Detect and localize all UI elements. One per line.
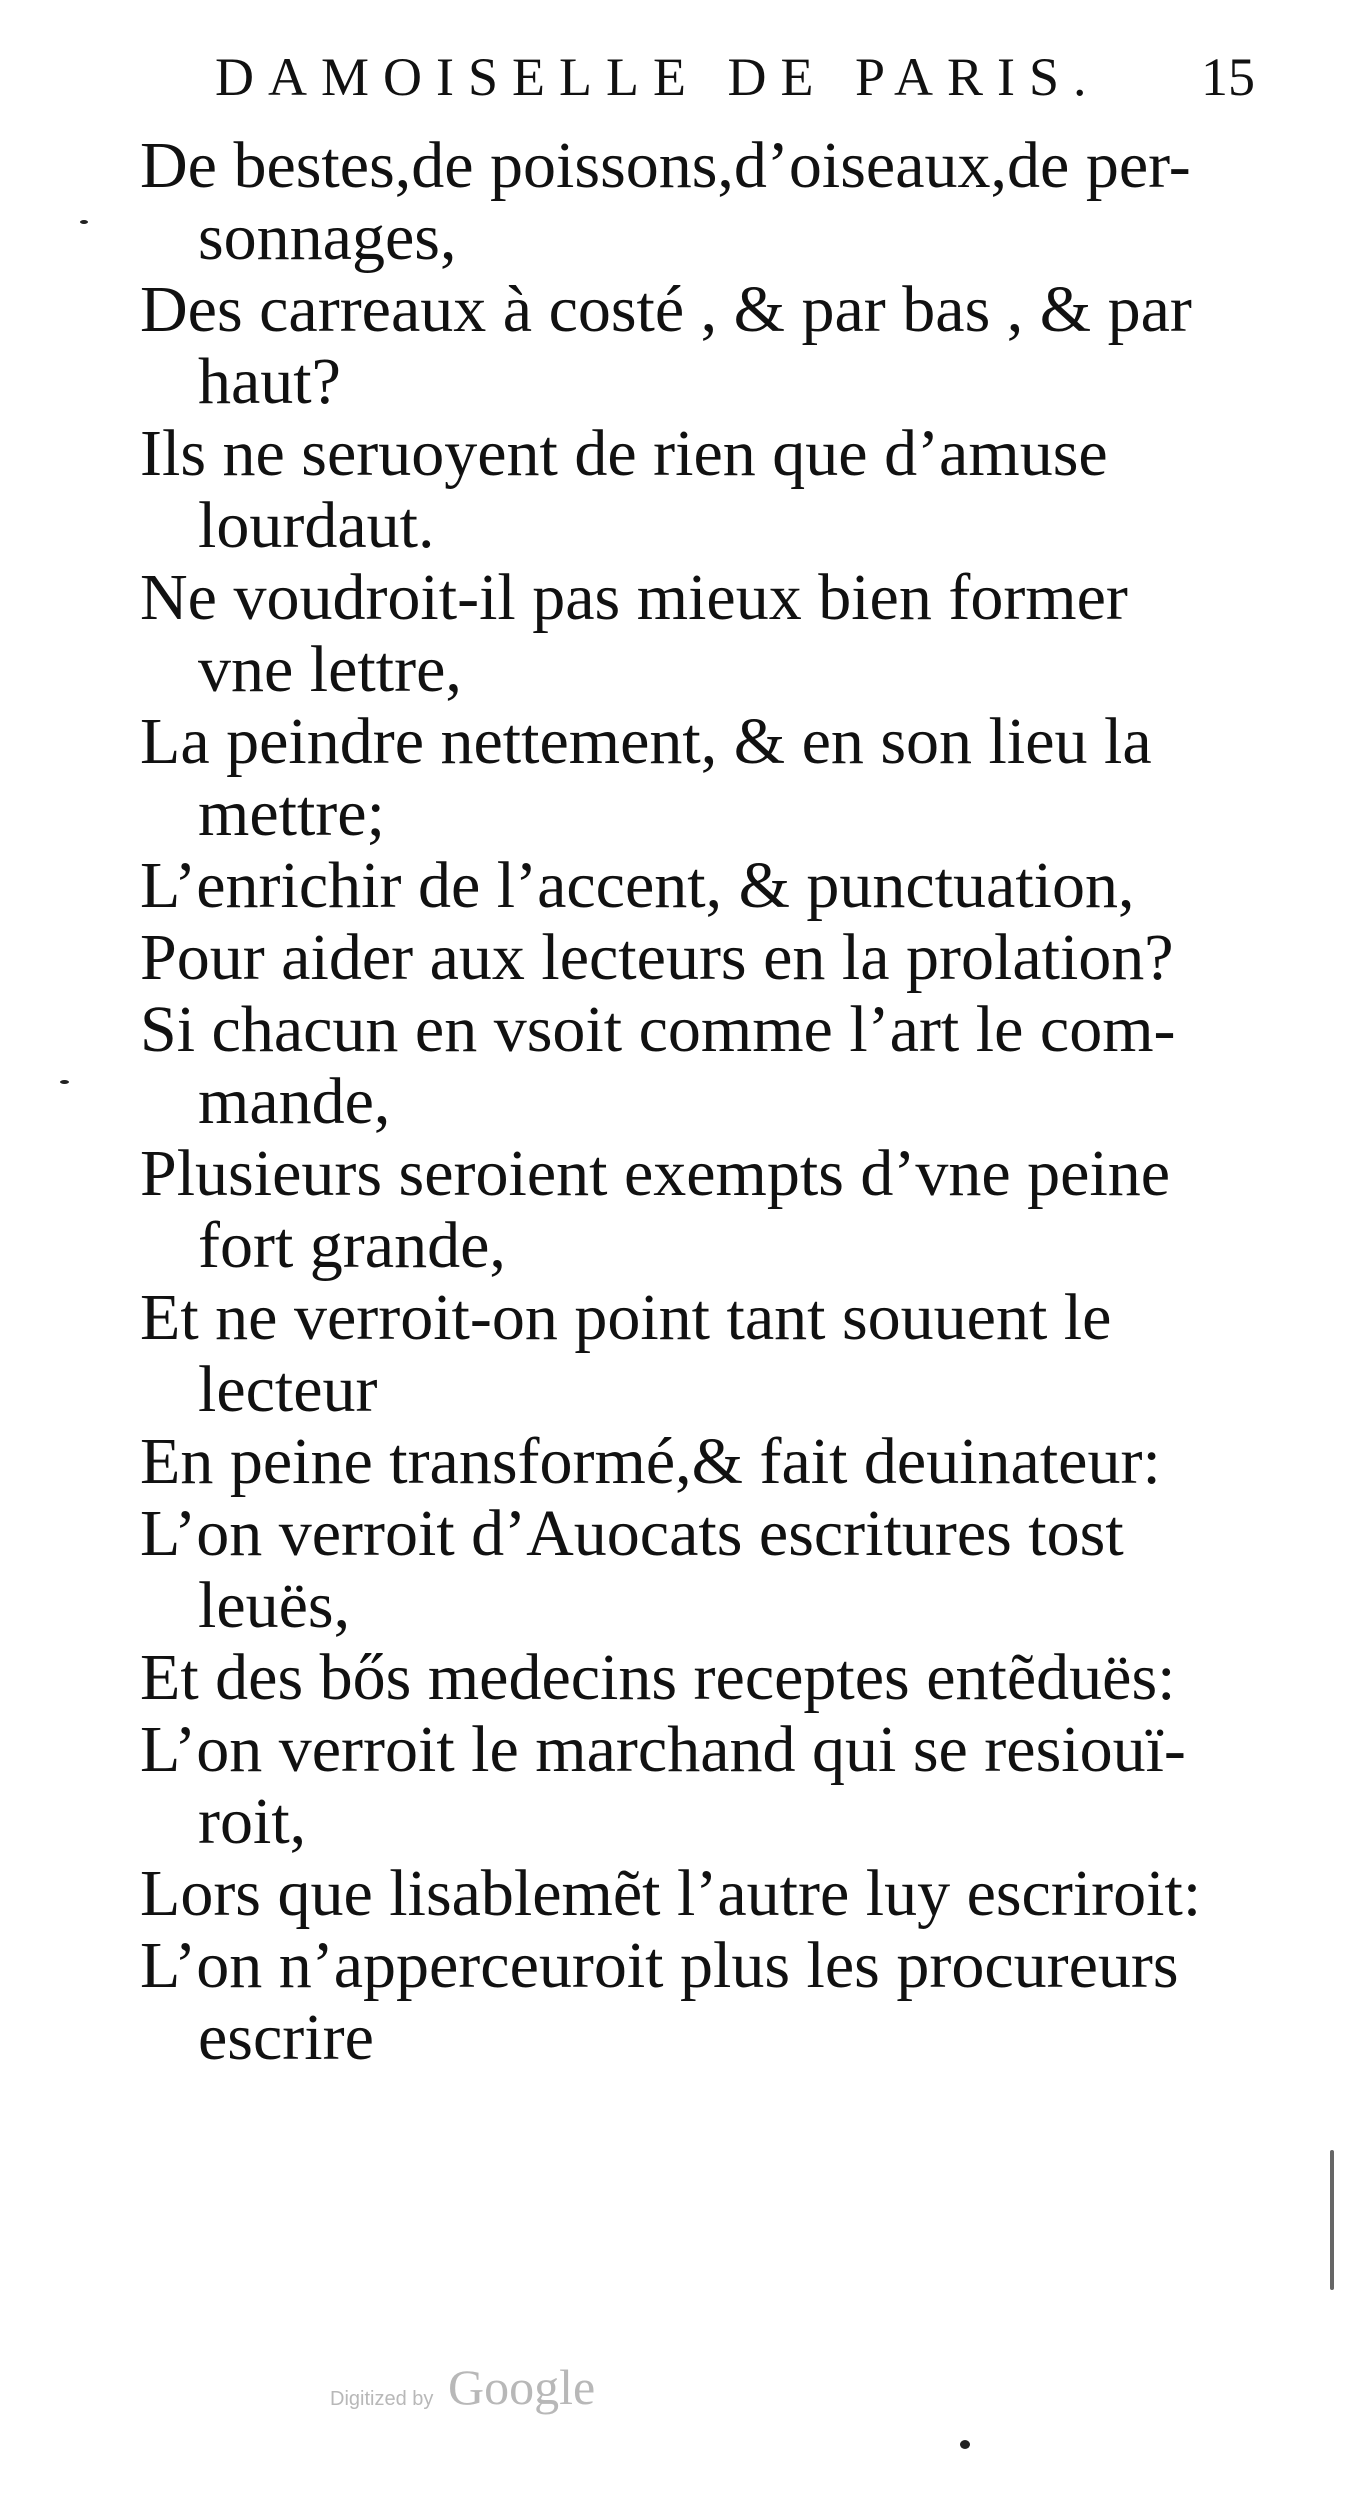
- verse-line-continuation: escrire: [198, 2002, 374, 2074]
- digitized-watermark: [330, 2358, 690, 2418]
- verse-line: Ne voudroit-il pas mieux bien former: [140, 562, 1128, 634]
- running-title: DAMOISELLE DE PARIS.: [215, 47, 1101, 107]
- verse-line-continuation: mande,: [198, 1066, 391, 1138]
- verse-text: [140, 130, 1270, 2074]
- verse-line: Et des bős medecins receptes entẽduës:: [140, 1642, 1176, 1714]
- verse-line: Plusieurs seroient exempts d’vne peine: [140, 1138, 1171, 1210]
- verse-line-continuation: fort grande,: [198, 1210, 506, 1282]
- verse-line-continuation: leuës,: [198, 1570, 351, 1642]
- ink-speck: [80, 220, 88, 224]
- verse-line: Des carreaux à costé , & par bas , & par: [140, 274, 1192, 346]
- verse-line: Pour aider aux lecteurs en la prolation?: [140, 922, 1174, 994]
- page-number: 15: [1201, 47, 1255, 107]
- verse-line: Lors que lisablemẽt l’autre luy escriroit:: [140, 1858, 1202, 1930]
- verse-line: L’on verroit d’Auocats escritures tost: [140, 1498, 1124, 1570]
- verse-line: Si chacun en vsoit comme l’art le com-: [140, 994, 1176, 1066]
- verse-line-continuation: lecteur: [198, 1354, 378, 1426]
- google-logo: Google: [448, 2359, 596, 2415]
- verse-line-continuation: lourdaut.: [198, 490, 435, 562]
- verse-line-continuation: roit,: [198, 1786, 307, 1858]
- verse-line: L’on n’apperceuroit plus les procureurs: [140, 1930, 1179, 2002]
- verse-line-continuation: mettre;: [198, 778, 385, 850]
- verse-line-continuation: haut?: [198, 346, 341, 418]
- verse-line: L’enrichir de l’accent, & punctuation,: [140, 850, 1135, 922]
- verse-line-continuation: vne lettre,: [198, 634, 462, 706]
- ink-speck: [960, 2440, 970, 2449]
- verse-line: L’on verroit le marchand qui se resiouï-: [140, 1714, 1186, 1786]
- verse-line: Ils ne seruoyent de rien que d’amuse: [140, 418, 1108, 490]
- verse-line: La peindre nettement, & en son lieu la: [140, 706, 1152, 778]
- ink-speck: [1330, 2150, 1334, 2290]
- verse-line: En peine transformé,& fait deuinateur:: [140, 1426, 1161, 1498]
- digitized-label: Digitized by: [330, 2388, 434, 2410]
- verse-line: Et ne verroit-on point tant souuent le: [140, 1282, 1112, 1354]
- verse-line-continuation: sonnages,: [198, 202, 457, 274]
- verse-line: De bestes,de poissons,d’oiseaux,de per-: [140, 130, 1191, 202]
- running-head: [215, 46, 1255, 126]
- ink-speck: [60, 1080, 69, 1084]
